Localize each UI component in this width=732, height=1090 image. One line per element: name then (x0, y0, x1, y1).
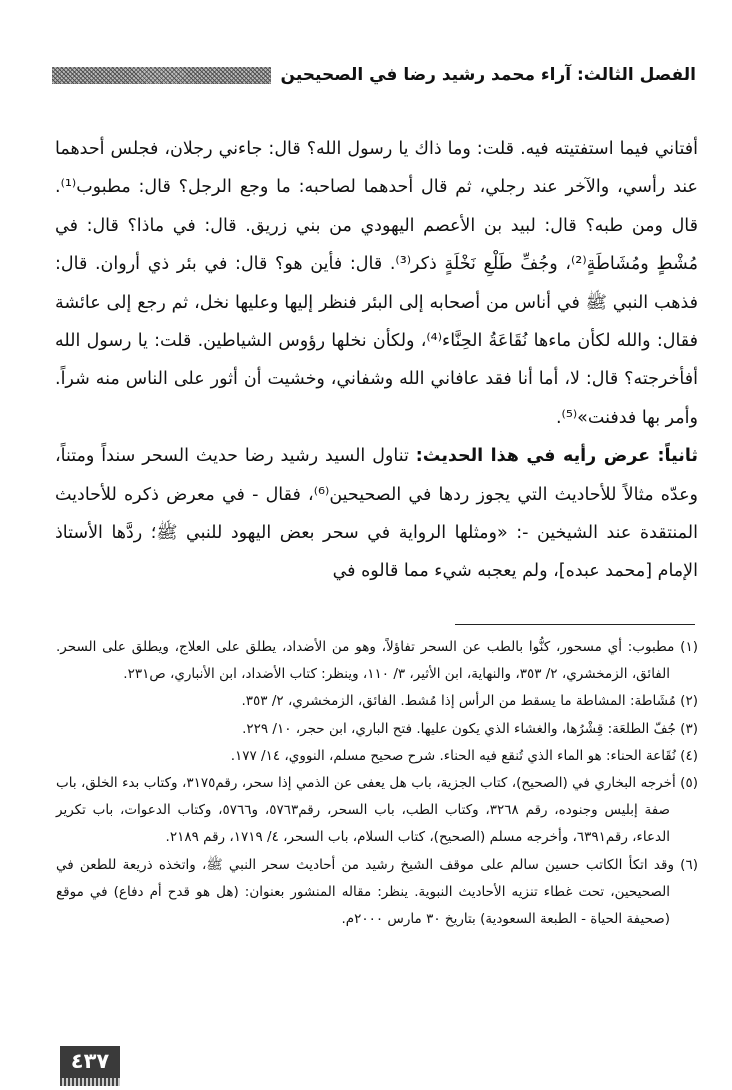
hadith-paragraph: أفتاني فيما استفتيته فيه. قلت: وما ذاك يا رسول الله؟ قال: جاءني رجلان، فجلس أحدهما عند رأسي، والآخر عند رجلي، ثم قال أحدهما لصاحبه: ما وجع الرجل؟ قال: مطبوب⁽¹⁾. قال ومن طبه؟ قال: لبيد بن الأعصم اليهودي من بني زريق. قال: في ماذا؟ قال: في مُشْطٍ ومُشَاطَةٍ⁽²⁾، وجُفِّ طَلْعِ نَخْلَةٍ ذكر⁽³⁾. قال: فأين هو؟ قال: في بئر ذي أروان. قال: فذهب النبي ﷺ في أناس من أصحابه إلى البئر فنظر إليها وعليها نخل، ثم رجع إلى عائشة فقال: والله لكأن ماءها نُقَاعَةُ الحِنَّاء⁽⁴⁾، ولكأن نخلها رؤوس الشياطين. قلت: يا رسول الله أفأخرجته؟ قال: لا، أما أنا فقد عافاني الله وشفاني، وخشيت أن أثور على الناس منه شراً. وأمر بها فدفنت»⁽⁵⁾. (55, 139, 698, 428)
section-paragraph (55, 437, 698, 591)
footnote-2: (٢) مُشَاطة: المشاطة ما يسقط من الرأس إذا مُشط. الفائق، الزمخشري، ٢/ ٣٥٣. (241, 693, 698, 710)
footnote-separator (455, 624, 695, 625)
page-number-decoration (60, 1078, 120, 1086)
chapter-title: الفصل الثالث: آراء محمد رشيد رضا في الصحيحين (280, 65, 696, 85)
main-text (55, 130, 698, 591)
footnote-3: (٣) جُفّ الطلعَة: قِشْرُها، والغشاء الذي يكون عليها. فتح الباري، ابن حجر، ١٠/ ٢٢٩. (242, 720, 698, 737)
footnote-6: (٦) وقد اتكأ الكاتب حسين سالم على موقف الشيخ رشيد من أحاديث سحر النبي ﷺ، واتخذه ذريعة للطعن في الصحيحين، تحت غطاء تنزيه الأحاديث النبوية. ينظر: مقاله المنشور بعنوان: (هل هو قدح أم دفاع) في موقع (صحيفة الحياة - الطبعة السعودية) بتاريخ ٣٠ مارس ٢٠٠٠م. (56, 856, 698, 928)
footnote-5: (٥) أخرجه البخاري في (الصحيح)، كتاب الجزية، باب هل يعفى عن الذمي إذا سحر، رقم٣١٧٥، وكتاب بدء الخلق، باب صفة إبليس وجنوده، رقم ٣٢٦٨، وكتاب الطب، باب السحر، رقم٥٧٦٣، و٥٧٦٦، وكتاب الدعوات، باب تكرير الدعاء، رقم٦٣٩١، وأخرجه مسلم (الصحيح)، كتاب السلام، باب السحر، ٤/ ١٧١٩، رقم ٢١٨٩. (56, 775, 698, 846)
section-text: تناول السيد رشيد رضا حديث السحر سنداً ومتناً، وعدّه مثالاً للأحاديث التي يجوز ردها في الصحيحين⁽⁶⁾، فقال - في معرض ذكره للأحاديث المنتقدة عند الشيخين -: «ومثلها الرواية في سحر بعض اليهود للنبي ﷺ؛ ردَّها الأستاذ الإمام [محمد عبده]، ولم يعجبه شيء مما قالوه في (55, 446, 699, 582)
page-number: ٤٣٧ (60, 1046, 120, 1080)
footnotes (56, 634, 698, 933)
section-heading: ثانياً: عرض رأيه في هذا الحديث: (415, 446, 698, 467)
footnote-1: (١) مطبوب: أي مسحور، كنُّوا بالطب عن السحر تفاؤلاً، وهو من الأضداد، يطلق على العلاج، ويطلق على السحر. الفائق، الزمخشري، ٢/ ٣٥٣، والنهاية، ابن الأثير، ٣/ ١١٠، وينظر: كتاب الأضداد، ابن الأنباري، ص٢٣١. (56, 639, 698, 683)
header-decorative-bar (52, 67, 271, 84)
running-header (52, 62, 696, 88)
footnote-4: (٤) نُقَاعة الحناء: هو الماء الذي تُنقع فيه الحناء. شرح صحيح مسلم، النووي، ١٤/ ١٧٧. (230, 747, 698, 764)
